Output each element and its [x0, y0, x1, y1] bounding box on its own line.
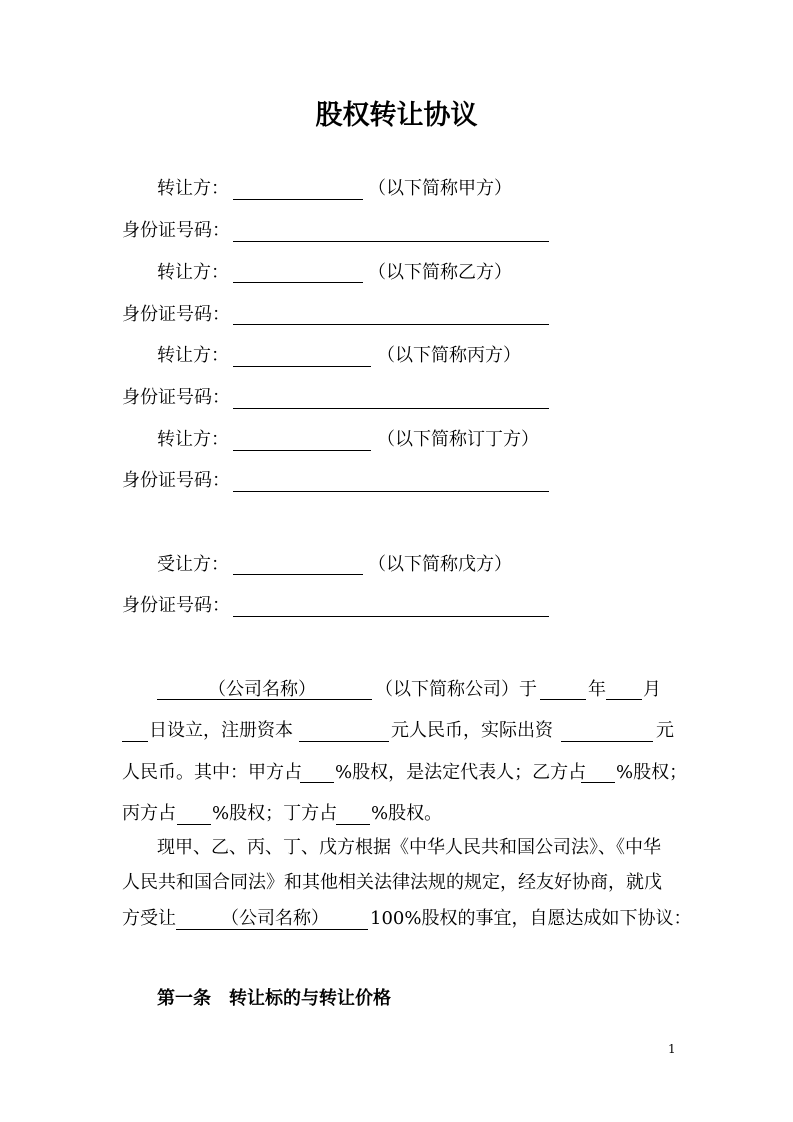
registered-capital-blank — [299, 741, 389, 742]
page-number: 1 — [668, 1042, 676, 1056]
p1-line2-c: 元 — [656, 720, 674, 741]
page-title: 股权转让协议 — [315, 100, 478, 131]
party-b-id-label: 身份证号码： — [122, 304, 230, 325]
p1-line2-a: 日设立，注册资本 — [149, 720, 293, 741]
p1-line3-b: %股权，是法定代表人；乙方占 — [335, 762, 587, 783]
transferee-name-blank — [233, 574, 363, 575]
p1-line1-c: 月 — [643, 679, 661, 700]
p2-company-placeholder: （公司名称） — [221, 908, 329, 929]
party-a-share-blank — [300, 782, 334, 783]
p2-line3-a: 方受让 — [122, 908, 176, 929]
party-c-role: 转让方： — [157, 345, 229, 366]
party-a-name-blank — [233, 199, 363, 200]
party-a-role: 转让方： — [157, 178, 229, 199]
party-b-name-blank — [233, 282, 363, 283]
party-b-role: 转让方： — [157, 262, 229, 283]
p1-line1-b: 年 — [588, 679, 606, 700]
party-b-alias: （以下简称乙方） — [368, 262, 512, 283]
party-d-role: 转让方： — [157, 429, 229, 450]
party-a-alias: （以下简称甲方） — [368, 178, 512, 199]
p1-line3-a: 人民币。其中：甲方占 — [122, 762, 302, 783]
paid-capital-blank — [561, 741, 653, 742]
transferee-id-blank — [233, 616, 549, 617]
day-blank — [122, 741, 148, 742]
party-c-name-blank — [233, 366, 371, 367]
party-d-share-blank — [336, 824, 370, 825]
party-c-share-blank — [177, 824, 211, 825]
transferee-alias: （以下简称戊方） — [368, 554, 512, 575]
p1-line4-b: %股权；丁方占 — [212, 803, 338, 824]
article-1-heading: 第一条 转让标的与转让价格 — [157, 988, 391, 1009]
transferee-id-label: 身份证号码： — [122, 595, 230, 616]
p1-line4-c: %股权。 — [371, 803, 443, 824]
company-name-placeholder: （公司名称） — [208, 679, 316, 700]
party-b-id-blank — [233, 324, 549, 325]
party-d-name-blank — [233, 450, 371, 451]
party-d-id-blank — [233, 491, 549, 492]
p1-line1-a: （以下简称公司）于 — [375, 679, 537, 700]
p2-line1: 现甲、乙、丙、丁、戊方根据《中华人民共和国公司法》、《中华 — [157, 837, 661, 858]
year-blank — [540, 699, 586, 700]
party-d-alias: （以下简称订丁方） — [377, 429, 539, 450]
p1-line4-a: 丙方占 — [122, 803, 176, 824]
party-c-id-label: 身份证号码： — [122, 387, 230, 408]
month-blank — [606, 699, 642, 700]
p1-line3-c: %股权； — [616, 762, 688, 783]
party-d-id-label: 身份证号码： — [122, 470, 230, 491]
p2-line3-b: 100%股权的事宜，自愿达成如下协议： — [370, 908, 692, 929]
transferee-role: 受让方： — [157, 554, 229, 575]
party-a-id-label: 身份证号码： — [122, 220, 230, 241]
party-a-id-blank — [233, 241, 549, 242]
p1-line2-b: 元人民币，实际出资 — [391, 720, 553, 741]
party-b-share-blank — [581, 782, 615, 783]
p2-line2: 人民共和国合同法》和其他相关法律法规的规定，经友好协商，就戊 — [122, 872, 662, 893]
party-c-id-blank — [233, 408, 549, 409]
party-c-alias: （以下简称丙方） — [377, 345, 521, 366]
